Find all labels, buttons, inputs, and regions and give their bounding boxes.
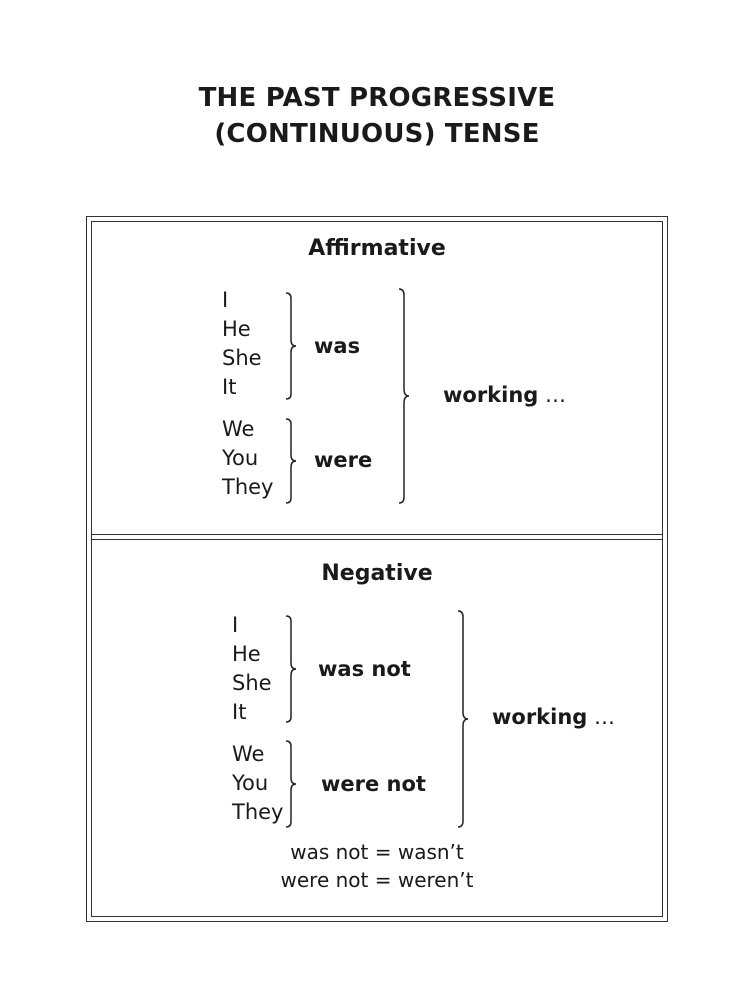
contraction-was-not: was not = wasn’t	[290, 840, 464, 864]
affirmative-verb-were: were	[314, 448, 373, 472]
right-brace-icon	[285, 615, 299, 723]
affirmative-result	[443, 381, 566, 409]
pronoun: She	[222, 346, 262, 370]
pronoun: I	[232, 613, 239, 637]
ellipsis: …	[545, 383, 567, 407]
section-divider	[91, 534, 663, 535]
negative-heading: Negative	[321, 561, 433, 586]
pronoun: It	[232, 700, 247, 724]
pronoun: You	[222, 446, 259, 470]
pronoun: They	[222, 475, 274, 499]
right-brace-icon	[457, 610, 471, 828]
pronoun: It	[222, 375, 237, 399]
pronoun: We	[232, 742, 265, 766]
title-line-1: THE PAST PROGRESSIVE	[198, 83, 556, 113]
affirmative-heading: Affirmative	[308, 236, 446, 261]
affirmative-verb-was: was	[314, 334, 361, 358]
right-brace-icon	[285, 292, 299, 400]
pronoun: She	[232, 671, 272, 695]
title-line-2: (CONTINUOUS) TENSE	[214, 119, 540, 149]
ellipsis: …	[594, 705, 616, 729]
right-brace-icon	[285, 418, 299, 504]
negative-result	[492, 703, 615, 731]
page-title	[0, 80, 754, 152]
contraction-were-not: were not = weren’t	[280, 868, 474, 892]
negative-verb-were-not: were not	[321, 772, 426, 796]
right-brace-icon	[398, 288, 412, 504]
pronoun: They	[232, 800, 284, 824]
pronoun: You	[232, 771, 269, 795]
result-word: working	[492, 705, 588, 729]
section-divider-inner	[91, 539, 663, 540]
result-word: working	[443, 383, 539, 407]
pronoun: We	[222, 417, 255, 441]
pronoun: I	[222, 288, 229, 312]
negative-verb-was-not: was not	[318, 657, 411, 681]
pronoun: He	[222, 317, 251, 341]
pronoun: He	[232, 642, 261, 666]
right-brace-icon	[285, 740, 299, 828]
